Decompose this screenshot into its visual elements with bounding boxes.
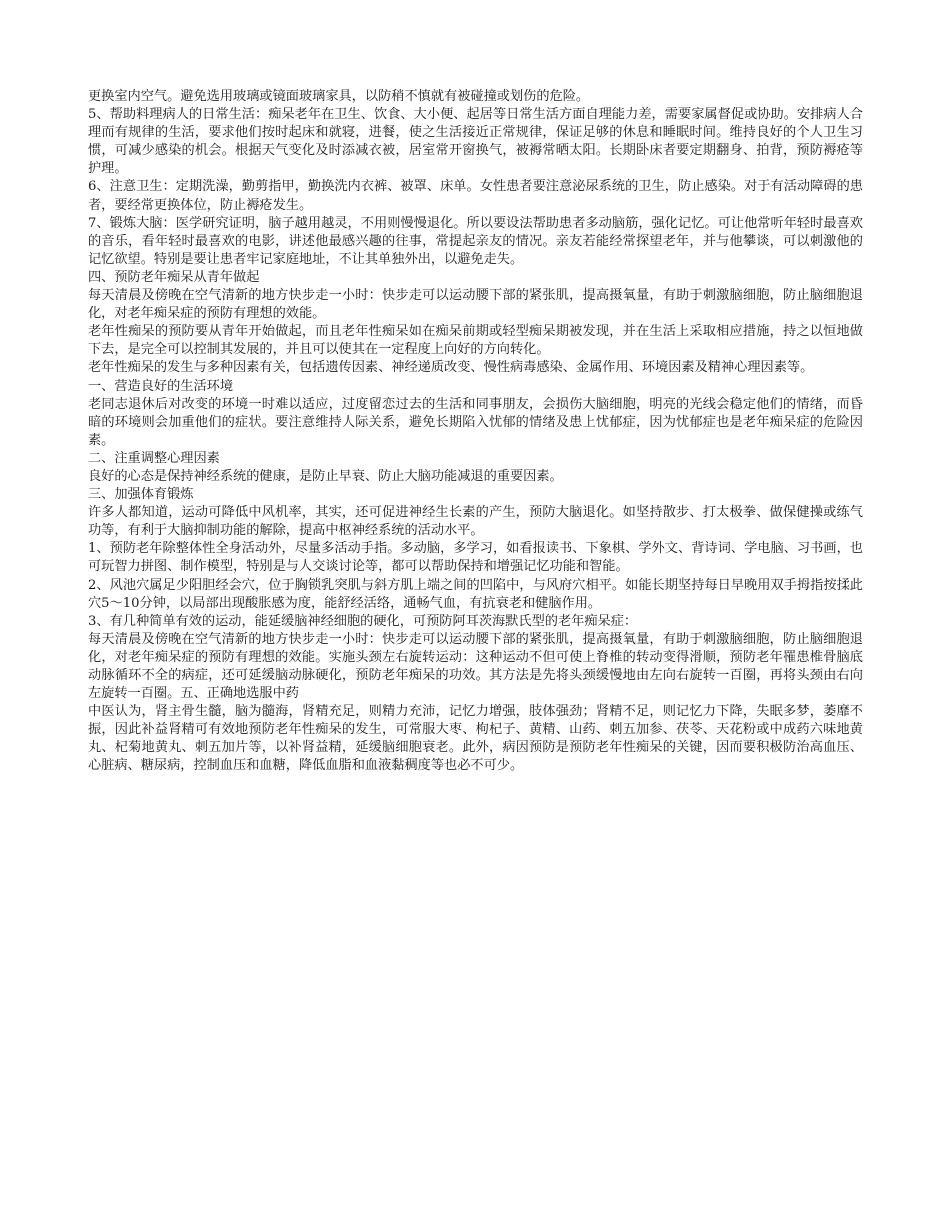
paragraph-psychology: 良好的心态是保持神经系统的健康，是防止早衰、防止大脑功能减退的重要因素。 <box>88 468 563 484</box>
paragraph-daily-care: 5、帮助料理病人的日常生活：痴呆老年在卫生、饮食、大小便、起居等日常生活方面自理能力差，需要家属督促或协助。安排病人合理而有规律的生活，要求他们按时起床和就寝，进餐，使之生活接近正常规律，保证足够的休息和睡眠时间。维持良好的个人卫生习惯，可减少感染的机会。根据天气变化及时添减衣被，居室常开窗换气，被褥常晒太阳。长期卧床者要定期翻身、拍背，预防褥疮等护理。 <box>88 107 863 177</box>
section-heading-environment: 一、营造良好的生活环境 <box>88 378 234 394</box>
paragraph-walk-and-neck-rotation: 每天清晨及傍晚在空气清新的地方快步走一小时：快步走可以运动腰下部的紧张肌，提高摄氧量，有助于刺激脑细胞，防止脑细胞退化，对老年痴呆症的预防有理想的效能。实施头颈左右旋转运动：这种运动不但可使上脊椎的转动变得滑顺，预防老年罹患椎骨脑底动脉循环不全的病症，还可延缓脑动脉硬化，预防老年痴呆的功效。其方法是先将头颈缓慢地由左向右旋转一百圈，再将头颈由右向左旋转一百圈。五、正确地选服中药 <box>88 631 863 702</box>
paragraph-continuation: 更换室内空气。避免选用玻璃或镜面玻璃家具，以防稍不慎就有被碰撞或划伤的危险。 <box>88 89 590 104</box>
paragraph-exercise: 许多人都知道，运动可降低中风机率，其实，还可促进神经生长素的产生，预防大脑退化。如坚持散步、打太极拳、做保健操或练气功等，有利于大脑抑制功能的解除，提高中枢神经系统的活动水平。 <box>88 505 863 539</box>
paragraph-environment: 老同志退休后对改变的环境一时难以适应，过度留恋过去的生活和同事朋友，会损伤大脑细胞，明亮的光线会稳定他们的情绪，而昏暗的环境则会加重他们的症状。要注意维持人际关系，避免长期陷入忧郁的情绪及患上忧郁症，因为忧郁症也是老年痴呆症的危险因素。 <box>88 396 863 448</box>
document-body <box>88 88 863 776</box>
paragraph-hygiene: 6、注意卫生：定期洗澡，勤剪指甲，勤换洗内衣裤、被罩、床单。女性患者要注意泌尿系统的卫生，防止感染。对于有活动障碍的患者，要经常更换体位，防止褥疮发生。 <box>88 179 863 213</box>
section-heading-youth-prevention: 四、预防老年痴呆从青年做起 <box>88 269 260 285</box>
paragraph-brain-exercise: 7、锻炼大脑：医学研究证明，脑子越用越灵，不用则慢慢退化。所以要设法帮助患者多动脑筋，强化记忆。可让他常听年轻时最喜欢的音乐，看年轻时最喜欢的电影，讲述他最感兴趣的往事，常提起亲友的情况。亲友若能经常探望老年，并与他攀谈，可以刺激他的记忆欲望。特别是要让患者牢记家庭地址，不让其单独外出，以避免走失。 <box>88 215 863 267</box>
section-heading-exercise: 三、加强体育锻炼 <box>88 487 194 503</box>
section-heading-psychology: 二、注重调整心理因素 <box>88 450 220 466</box>
paragraph-chinese-medicine: 中医认为，肾主骨生髓，脑为髓海，肾精充足，则精力充沛，记忆力增强，肢体强劲；肾精不足，则记忆力下降，失眠多梦，萎靡不振，因此补益肾精可有效地预防老年性痴呆的发生，可常服大枣、枸杞子、黄精、山药、刺五加参、茯苓、天花粉或中成药六味地黄丸、杞菊地黄丸、刺五加片等，以补肾益精，延缓脑细胞衰老。此外，病因预防是预防老年性痴呆的关键，因而要积极防治高血压、心脏病、糖尿病，控制血压和血糖，降低血脂和血液黏稠度等也必不可少。 <box>88 704 863 774</box>
paragraph-risk-factors: 老年性痴呆的发生与多种因素有关，包括遗传因素、神经递质改变、慢性病毒感染、金属作用、环境因素及精神心理因素等。 <box>88 360 814 376</box>
paragraph-early-prevention: 老年性痴呆的预防要从青年开始做起，而且老年性痴呆如在痴呆前期或轻型痴呆期被发现，并在生活上采取相应措施，持之以恒地做下去，是完全可以控制其发展的，并且可以使其在一定程度上向好的方向转化。 <box>88 324 863 358</box>
paragraph-finger-activity: 1、预防老年除整体性全身活动外，尽量多活动手指。多动脑，多学习，如看报读书、下象棋、学外文、背诗词、学电脑、习书画，也可玩智力拼图、制作模型，特别是与人交谈讨论等，都可以帮助保持和增强记忆功能和智能。 <box>88 541 863 575</box>
paragraph-simple-exercises: 3、有几种简单有效的运动，能延缓脑神经细胞的硬化，可预防阿耳茨海默氏型的老年痴呆症： <box>88 613 638 629</box>
paragraph-fengchi-point: 2、风池穴属足少阳胆经会穴，位于胸锁乳突肌与斜方肌上端之间的凹陷中，与风府穴相平。如能长期坚持每日早晚用双手拇指按揉此穴5～10分钟，以局部出现酸胀感为度，能舒经活络，通畅气血，有抗衰老和健脑作用。 <box>88 577 863 611</box>
paragraph-brisk-walk: 每天清晨及傍晚在空气清新的地方快步走一小时：快步走可以运动腰下部的紧张肌，提高摄氧量，有助于刺激脑细胞，防止脑细胞退化，对老年痴呆症的预防有理想的效能。 <box>88 288 863 322</box>
